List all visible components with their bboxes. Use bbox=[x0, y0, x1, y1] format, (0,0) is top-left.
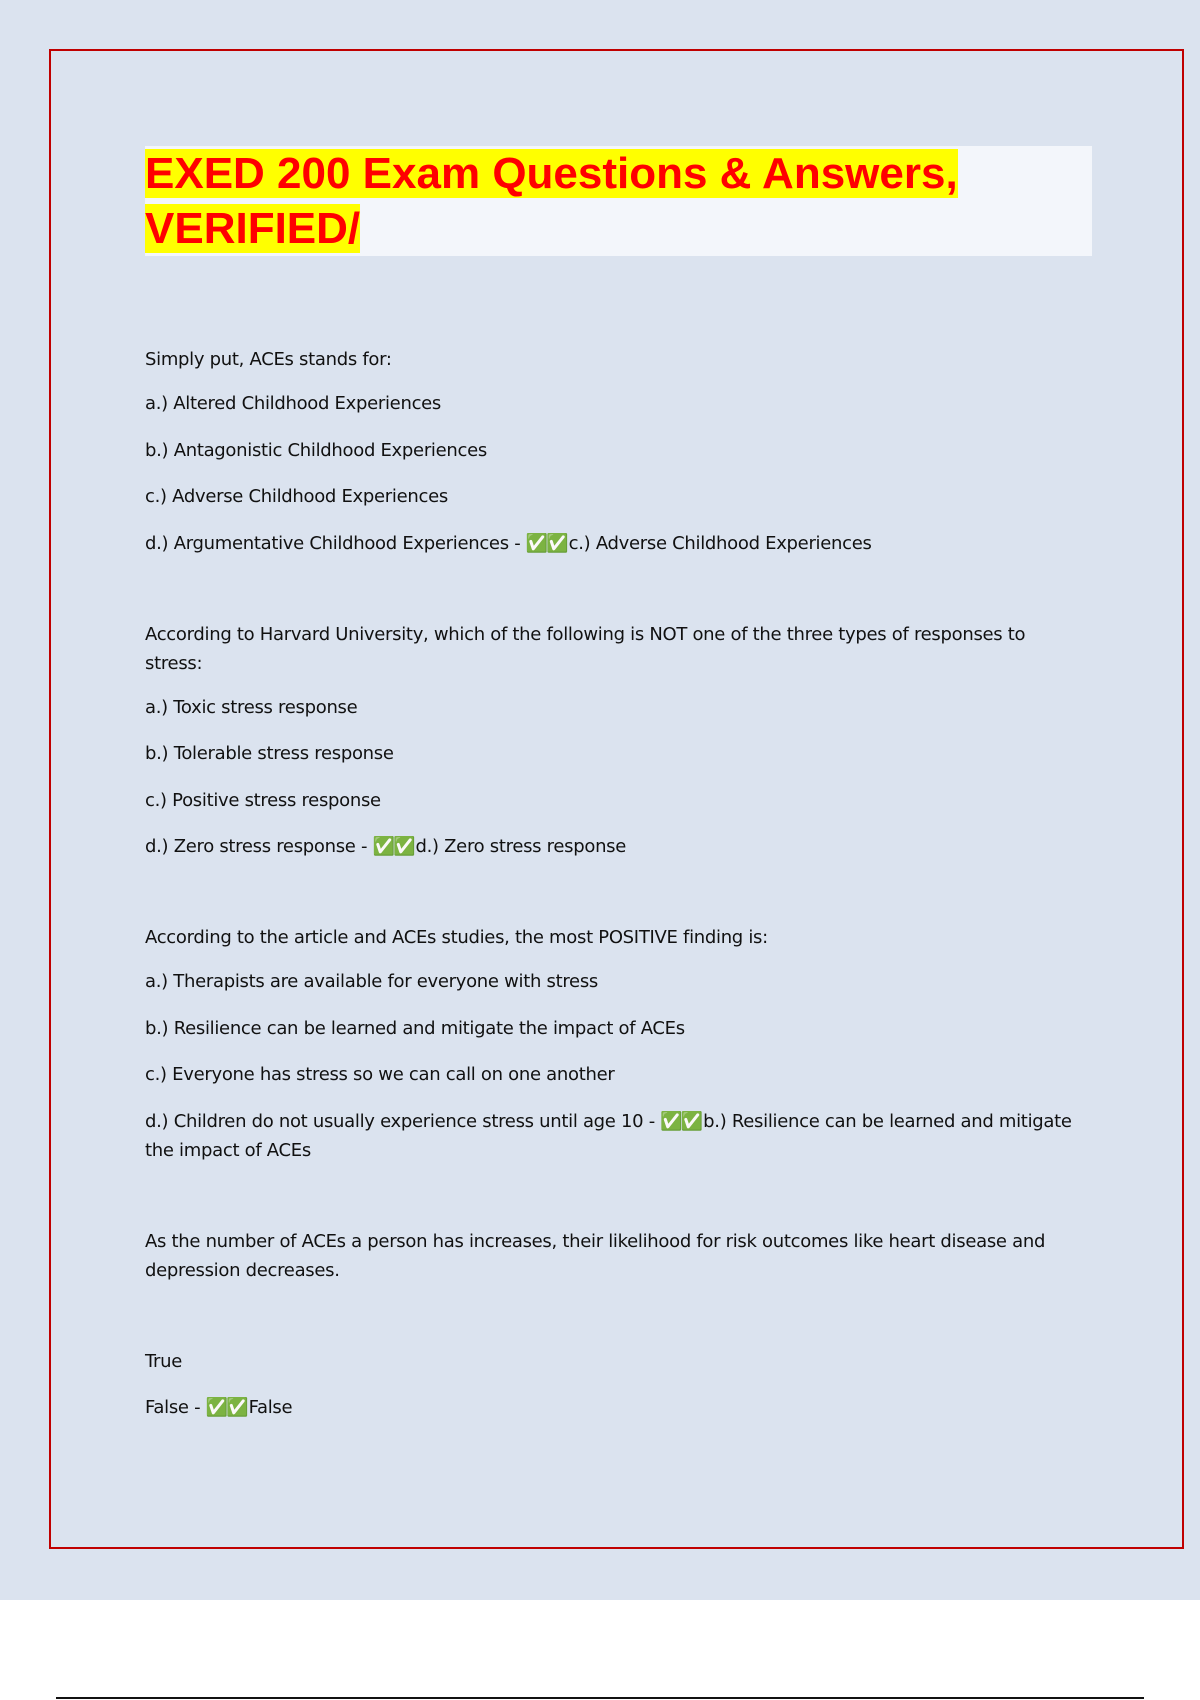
question-block-2 bbox=[145, 620, 1085, 862]
question-block-1 bbox=[145, 345, 1085, 558]
answer-option: b.) Antagonistic Childhood Experiences bbox=[145, 439, 487, 461]
spacer bbox=[145, 1165, 1085, 1227]
answer-option: c.) Everyone has stress so we can call on one another bbox=[145, 1064, 615, 1085]
answer-option: False - bbox=[145, 1397, 206, 1418]
answer-option: c.) Positive stress response bbox=[145, 789, 381, 811]
answer-option: d.) Zero stress response - bbox=[145, 836, 373, 857]
double-check-icon: ✅✅ bbox=[205, 1397, 247, 1418]
question-prompt: As the number of ACEs a person has increases, their likelihood for risk outcomes like heart disease and depression decreases. bbox=[145, 1230, 1046, 1281]
question-prompt: According to the article and ACEs studies, the most POSITIVE finding is: bbox=[145, 927, 768, 948]
document-title bbox=[145, 146, 1092, 256]
correct-answer: False bbox=[248, 1397, 293, 1418]
final-option-with-answer bbox=[145, 1107, 1085, 1165]
double-check-icon: ✅✅ bbox=[372, 836, 414, 857]
double-check-icon: ✅✅ bbox=[660, 1110, 702, 1132]
correct-answer: b.) Resilience can be learned and mitigate the impact of ACEs bbox=[145, 1110, 1072, 1161]
answer-option: a.) Therapists are available for everyone with stress bbox=[145, 971, 598, 992]
correct-answer: c.) Adverse Childhood Experiences bbox=[568, 532, 872, 554]
answer-option: a.) Toxic stress response bbox=[145, 696, 358, 718]
double-check-icon: ✅✅ bbox=[525, 532, 567, 554]
answer-option: b.) Tolerable stress response bbox=[145, 743, 394, 764]
qa-content bbox=[145, 345, 1085, 1422]
bottom-divider bbox=[56, 1697, 1144, 1699]
final-option-with-answer bbox=[145, 1393, 1085, 1422]
question-block-3 bbox=[145, 923, 1085, 1165]
final-option-with-answer bbox=[145, 832, 1085, 861]
spacer bbox=[145, 861, 1085, 923]
answer-option: b.) Resilience can be learned and mitigate the impact of ACEs bbox=[145, 1017, 685, 1039]
correct-answer: d.) Zero stress response bbox=[415, 836, 627, 857]
answer-option: c.) Adverse Childhood Experiences bbox=[145, 486, 448, 507]
spacer bbox=[145, 558, 1085, 620]
question-block-4 bbox=[145, 1227, 1085, 1423]
answer-option: d.) Children do not usually experience stress until age 10 - bbox=[145, 1110, 661, 1132]
title-highlight: EXED 200 Exam Questions & Answers, VERIFIED/ bbox=[145, 149, 958, 253]
answer-option: d.) Argumentative Childhood Experiences - bbox=[145, 532, 526, 554]
question-prompt: According to Harvard University, which of the following is NOT one of the three types of responses to stress: bbox=[145, 623, 1026, 674]
final-option-with-answer bbox=[145, 529, 1085, 558]
answer-option: True bbox=[145, 1350, 183, 1372]
answer-option: a.) Altered Childhood Experiences bbox=[145, 393, 442, 414]
question-prompt: Simply put, ACEs stands for: bbox=[145, 349, 392, 370]
